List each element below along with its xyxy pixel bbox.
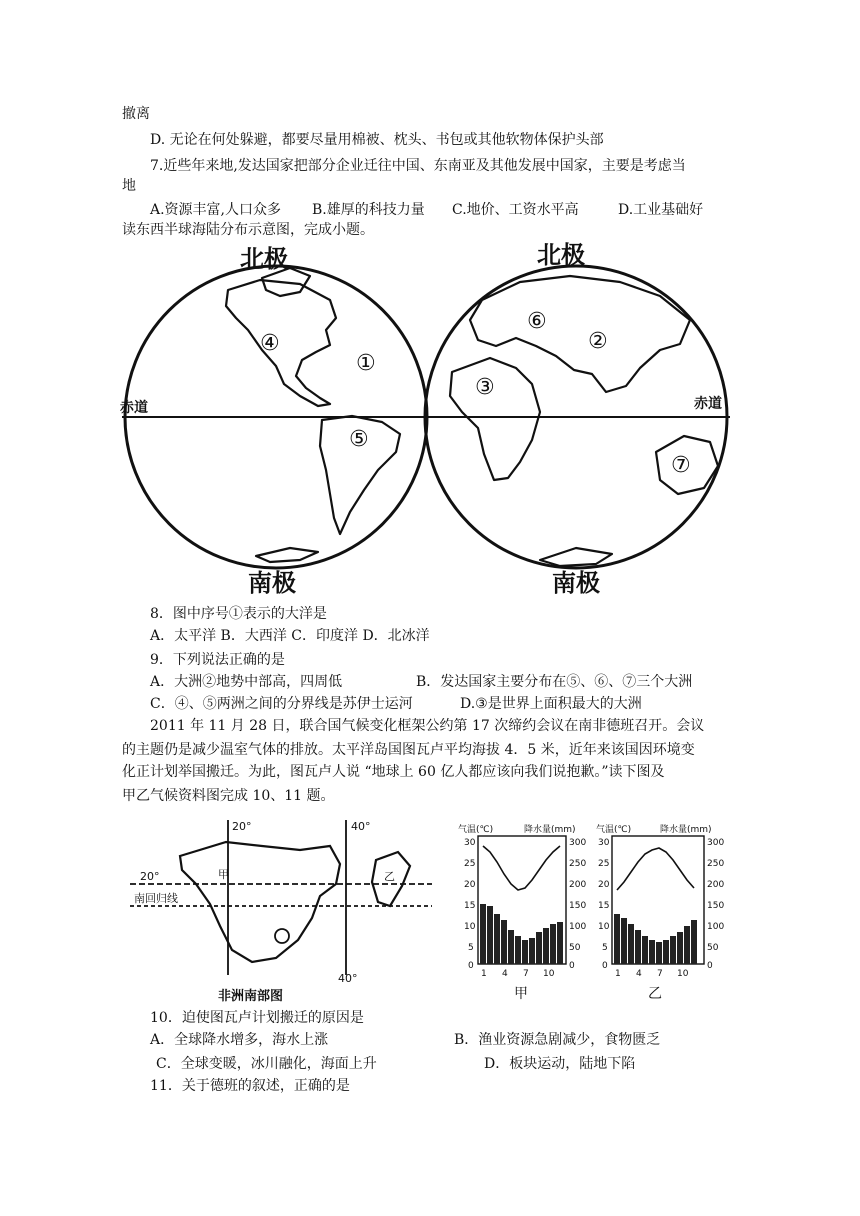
- chart-yi-plot: [614, 848, 697, 964]
- marker-5: ⑤: [349, 427, 369, 452]
- yi-rtick-150: 150: [707, 901, 725, 911]
- question-10-row1: [150, 1030, 660, 1050]
- chart-yi-label: 乙: [648, 986, 662, 1002]
- yi-ytick-0: 0: [602, 961, 608, 971]
- text-line-evacuate: 撤离: [122, 106, 150, 122]
- yi-xtick-7: 7: [657, 969, 663, 979]
- question-10-row2: [156, 1054, 635, 1074]
- lon-40-bottom-label: 40°: [338, 972, 358, 985]
- q9-option-c: C．④、⑤两洲之间的分界线是苏伊士运河: [150, 696, 413, 712]
- equator-right-label: 赤道: [694, 396, 722, 412]
- passage-line-2: 的主题仍是减少温室气体的排放。太平洋岛国图瓦卢平均海拔 4．5 米，近年来该国因环境变: [122, 742, 695, 758]
- q7-option-b: B.雄厚的科技力量: [312, 202, 425, 218]
- chart-jia-temperature-line: [483, 846, 560, 890]
- jia-xtick-1: 1: [481, 969, 487, 979]
- q10-option-a: A．全球降水增多，海水上涨: [150, 1032, 329, 1048]
- jia-xtick-10: 10: [543, 969, 555, 979]
- chart-jia-y-right-title: 降水量(mm): [524, 825, 576, 835]
- yi-rtick-250: 250: [707, 859, 725, 869]
- question-8-stem: 8．图中序号①表示的大洋是: [150, 606, 327, 622]
- q9-option-b: B．发达国家主要分布在⑤、⑥、⑦三个大洲: [416, 674, 693, 690]
- jia-ytick-15: 15: [464, 901, 476, 911]
- map-label-jia: 甲: [218, 868, 229, 881]
- yi-rtick-50: 50: [707, 943, 719, 953]
- question-10-stem: 10．迫使图瓦卢计划搬迁的原因是: [150, 1010, 364, 1026]
- africa-map-caption: 非洲南部图: [218, 989, 284, 1004]
- marker-3: ③: [475, 375, 495, 400]
- chart-yi-y-left-title: 气温(℃): [596, 825, 632, 835]
- chart-jia-bars: [480, 904, 563, 964]
- yi-xtick-4: 4: [636, 969, 642, 979]
- yi-xtick-10: 10: [677, 969, 689, 979]
- jia-ytick-10: 10: [464, 922, 476, 932]
- lon-40-label: 40°: [351, 820, 371, 833]
- chart-yi-y-right-title: 降水量(mm): [660, 825, 712, 835]
- q7-option-a: A.资源丰富,人口众多: [150, 202, 282, 218]
- marker-4: ④: [260, 331, 280, 356]
- yi-ytick-10: 10: [598, 922, 610, 932]
- q9-option-a: A．大洲②地势中部高，四周低: [150, 674, 343, 690]
- jia-ytick-25: 25: [464, 859, 476, 869]
- yi-ytick-20: 20: [598, 880, 610, 890]
- jia-rtick-300: 300: [569, 838, 587, 848]
- tropic-label: 南回归线: [134, 892, 178, 905]
- yi-rtick-0: 0: [707, 961, 713, 971]
- question-7-stem: 7.近些年来地,发达国家把部分企业迁往中国、东南亚及其他发展中国家，主要是考虑当: [150, 158, 686, 174]
- jia-ytick-20: 20: [464, 880, 476, 890]
- south-pole-right-label: 南极: [552, 569, 600, 597]
- question-8-options: A．太平洋 B．大西洋 C．印度洋 D．北冰洋: [150, 628, 430, 644]
- yi-ytick-15: 15: [598, 901, 610, 911]
- yi-ytick-5: 5: [602, 943, 608, 953]
- yi-ytick-25: 25: [598, 859, 610, 869]
- question-9-stem: 9．下列说法正确的是: [150, 652, 285, 668]
- lat-20-label: 20°: [140, 870, 160, 883]
- equator-left-label: 赤道: [120, 400, 148, 416]
- jia-rtick-200: 200: [569, 880, 587, 890]
- question-11-stem: 11．关于德班的叙述，正确的是: [150, 1078, 350, 1094]
- q10-option-c: C．全球变暖，冰川融化，海面上升: [156, 1056, 377, 1072]
- q10-option-b: B．渔业资源急剧减少，食物匮乏: [454, 1032, 661, 1048]
- chart-yi-temperature-line: [617, 848, 694, 890]
- jia-xtick-4: 4: [502, 969, 508, 979]
- jia-ytick-0: 0: [468, 961, 474, 971]
- jia-rtick-0: 0: [569, 961, 575, 971]
- map-intro: 读东西半球海陆分布示意图，完成小题。: [122, 222, 374, 238]
- jia-ytick-5: 5: [468, 943, 474, 953]
- yi-ytick-30: 30: [598, 838, 610, 848]
- q9-option-d: D.③是世界上面积最大的大洲: [460, 696, 642, 712]
- chart-yi-bars: [614, 914, 697, 964]
- marker-1: ①: [356, 351, 376, 376]
- text-line-option-d: D. 无论在何处躲避，都要尽量用棉被、枕头、书包或其他软物体保护头部: [150, 132, 604, 148]
- chart-jia-plot: [480, 846, 563, 964]
- lon-20-label: 20°: [232, 820, 252, 833]
- marker-7: ⑦: [671, 453, 691, 478]
- north-pole-left-label: 北极: [240, 245, 288, 273]
- north-pole-right-label: 北极: [537, 241, 585, 269]
- jia-xtick-7: 7: [523, 969, 529, 979]
- q7-option-c: C.地价、工资水平高: [452, 202, 579, 218]
- yi-rtick-200: 200: [707, 880, 725, 890]
- chart-jia-label: 甲: [514, 986, 528, 1002]
- yi-rtick-100: 100: [707, 922, 725, 932]
- passage-line-4: 甲乙气候资料图完成 10、11 题。: [122, 788, 335, 804]
- passage-line-1: 2011 年 11 月 28 日，联合国气候变化框架公约第 17 次缔约会议在南非德班召开。会议: [150, 718, 705, 734]
- q10-option-d: D．板块运动，陆地下陷: [484, 1056, 636, 1072]
- passage-line-3: 化正计划举国搬迁。为此，图瓦卢人说 “地球上 60 亿人都应该向我们说抱歉。”读下图及: [122, 764, 665, 780]
- jia-rtick-150: 150: [569, 901, 587, 911]
- jia-rtick-50: 50: [569, 943, 581, 953]
- marker-2: ②: [588, 329, 608, 354]
- map-label-yi: 乙: [384, 870, 395, 883]
- yi-xtick-1: 1: [615, 969, 621, 979]
- question-7-stem-cont: 地: [122, 178, 136, 194]
- q7-option-d: D.工业基础好: [618, 202, 704, 218]
- jia-rtick-250: 250: [569, 859, 587, 869]
- yi-rtick-300: 300: [707, 838, 725, 848]
- south-pole-left-label: 南极: [248, 569, 296, 597]
- marker-6: ⑥: [527, 309, 547, 334]
- chart-jia-y-left-title: 气温(℃): [458, 825, 494, 835]
- jia-rtick-100: 100: [569, 922, 587, 932]
- jia-ytick-30: 30: [464, 838, 476, 848]
